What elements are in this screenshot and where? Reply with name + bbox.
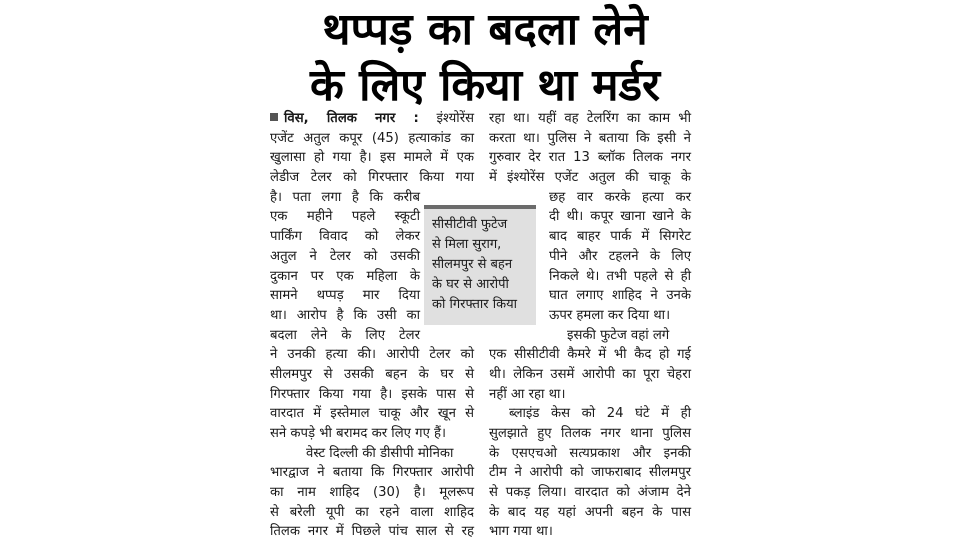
col1-line: था। आरोप है कि उसी का [270,307,420,323]
col2-line: रहा था। यहीं वह टेलरिंग का काम भी [489,111,691,126]
col1-line: दुकान पर एक महिला के [270,268,420,284]
col2-line: दी थी। कपूर खाना खाने के [549,209,691,225]
col1-line: पार्किंग विवाद को लेकर [270,229,420,245]
col2-line: करता था। पुलिस ने बताया कि इसी ने [489,130,691,146]
article-column-1 [270,109,474,542]
col1-line: है। पता लगा है कि करीब [270,189,420,205]
article-column-2 [489,109,691,542]
col2-line: टीम ने आरोपी को जाफराबाद सीलमपुर [489,465,691,481]
col2-line: एक सीसीटीवी कैमरे में भी कैद हो गई [489,347,691,363]
pull-quote-line: सीलमपुर से बहन [432,257,513,272]
col2-line: थी। लेकिन उसमें आरोपी का पूरा चेहरा [489,366,691,382]
col2-line: से पकड़ लिया। वारदात को अंजाम देने [489,485,691,501]
col2-line: ऊपर हमला कर दिया था। [549,307,671,323]
col1-line: से बरेली यूपी का रहने वाला शाहिद [270,504,474,520]
col1-line: तिलक नगर में पिछले पांच साल से रह [270,524,474,540]
col1-line: सामने थप्पड़ मार दिया [270,288,420,304]
col1-line: खुलासा हो गया है। इस मामले में एक [270,150,474,166]
col2-line: घात लगाए शाहिद ने उनके [549,288,691,304]
headline-line-2: के लिए किया था मर्डर [309,60,661,111]
pull-quote-line: सीसीटीवी फुटेज [432,217,508,232]
col2-line: के एसएचओ सत्यप्रकाश और इनकी [489,445,691,461]
col2-line: सुलझाते हुए तिलक नगर थाना पुलिस [489,426,691,441]
col1-line: गिरफ्तार किया गया है। इसके पास से [270,386,474,402]
dateline: विस, तिलक नगर : [284,111,419,126]
col1-line: ने उनकी हत्या की। आरोपी टेलर को [270,347,474,363]
col2-line: ब्लाइंड केस को 24 घंटे में ही [509,406,691,422]
col2-line: में इंश्योरेंस एजेंट अतुल की चाकू के [489,170,691,186]
col1-line: का नाम शाहिद (30) है। मूलरूप [270,485,474,501]
col1-line: सने कपड़े भी बरामद कर लिए गए हैं। [270,426,447,441]
col1-line: वेस्ट दिल्ली की डीसीपी मोनिका [306,445,454,461]
col1-line [270,109,474,129]
col1-text: इंश्योरेंस [418,111,474,126]
pull-quote-line: के घर से आरोपी [432,277,509,292]
col2-line: नहीं आ रहा था। [489,386,566,402]
col1-line: लेडीज टेलर को गिरफ्तार किया गया [270,170,474,186]
col2-line: पीने और टहलने के लिए [549,248,691,264]
col1-line: अतुल ने टेलर को उसकी [270,248,420,264]
col1-line: सीलमपुर से उसकी बहन के घर से [270,366,474,382]
pull-quote-line: को गिरफ्तार किया [432,297,517,312]
col2-line: गुरुवार देर रात 13 ब्लॉक तिलक नगर [489,150,691,166]
col2-line: इसकी फुटेज वहां लगे [567,327,670,343]
col2-line: छह वार करके हत्या कर [549,189,691,205]
headline-line-1: थप्पड़ का बदला लेने [322,4,648,55]
col1-line: वारदात में इस्तेमाल चाकू और खून से [270,406,474,422]
pull-quote-line: से मिला सुराग, [432,237,502,252]
col1-line: एजेंट अतुल कपूर (45) हत्याकांड का [270,130,474,146]
col2-line: भाग गया था। [489,524,553,540]
col2-line: के बाद यह यहां अपनी बहन के पास [489,504,691,520]
bullet-square-icon [270,113,278,121]
col1-line: बदला लेने के लिए टेलर [270,327,420,343]
col1-line: भारद्वाज ने बताया कि गिरफ्तार आरोपी [270,465,474,481]
col1-line: एक महीने पहले स्कूटी [270,209,420,225]
col2-line: निकले थे। तभी पहले से ही [549,268,691,284]
col2-line: बाद बाहर पार्क में सिगरेट [549,229,691,245]
